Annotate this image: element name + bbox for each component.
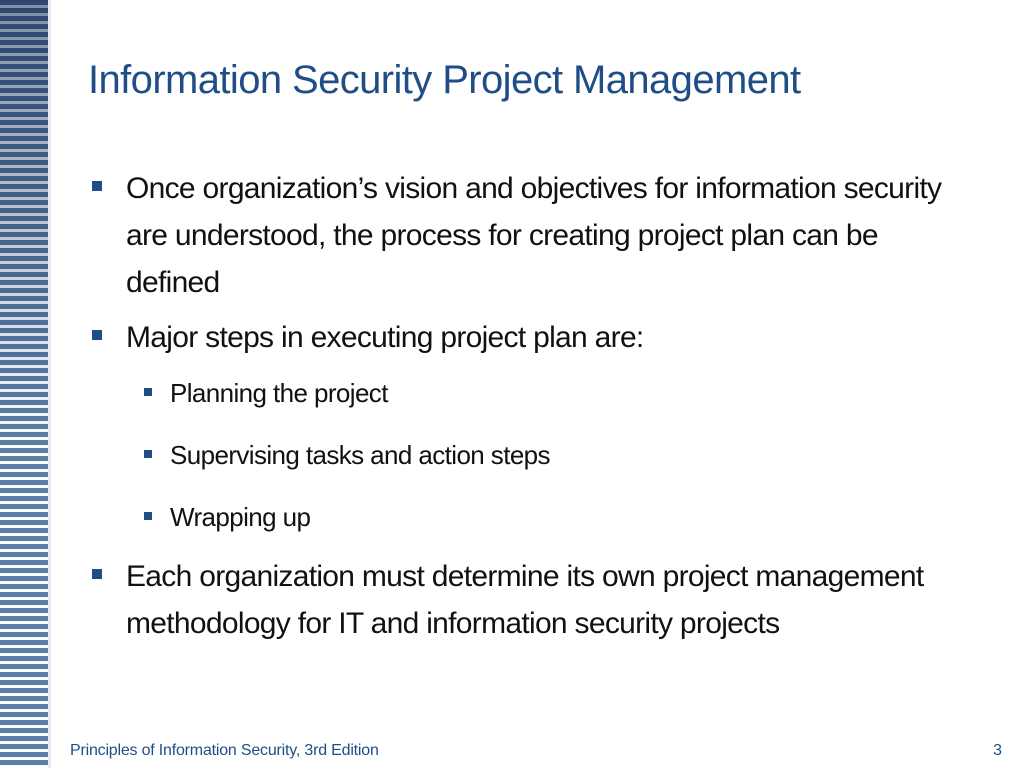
bullet-text: Major steps in executing project plan are:: [126, 321, 644, 354]
bullet-text: Each organization must determine its own project management methodology for IT and information security projects: [126, 560, 924, 640]
sub-bullet-text: Wrapping up: [170, 502, 311, 532]
slide-content: [92, 165, 972, 655]
bullet-text: Once organization’s vision and objectives for information security are understood, the process for creating project plan can be defined: [126, 172, 942, 299]
sub-bullet-text: Planning the project: [170, 378, 388, 408]
stripe-edge: [48, 0, 51, 768]
square-bullet-icon: [92, 181, 102, 191]
sub-bullet-item: [92, 497, 972, 537]
sub-bullet-item: [92, 435, 972, 475]
bullet-item: [92, 165, 972, 306]
square-bullet-icon: [144, 388, 152, 396]
page-number: 3: [993, 742, 1002, 759]
square-bullet-icon: [92, 330, 102, 340]
bullet-item: [92, 314, 972, 361]
decorative-stripe-bar: [0, 0, 48, 768]
bullet-item: [92, 553, 972, 647]
sub-bullet-item: [92, 373, 972, 413]
square-bullet-icon: [144, 450, 152, 458]
square-bullet-icon: [92, 569, 102, 579]
slide-title: Information Security Project Management: [88, 58, 801, 102]
footer-book-title: Principles of Information Security, 3rd Edition: [70, 742, 379, 759]
square-bullet-icon: [144, 512, 152, 520]
sub-bullet-text: Supervising tasks and action steps: [170, 440, 550, 470]
